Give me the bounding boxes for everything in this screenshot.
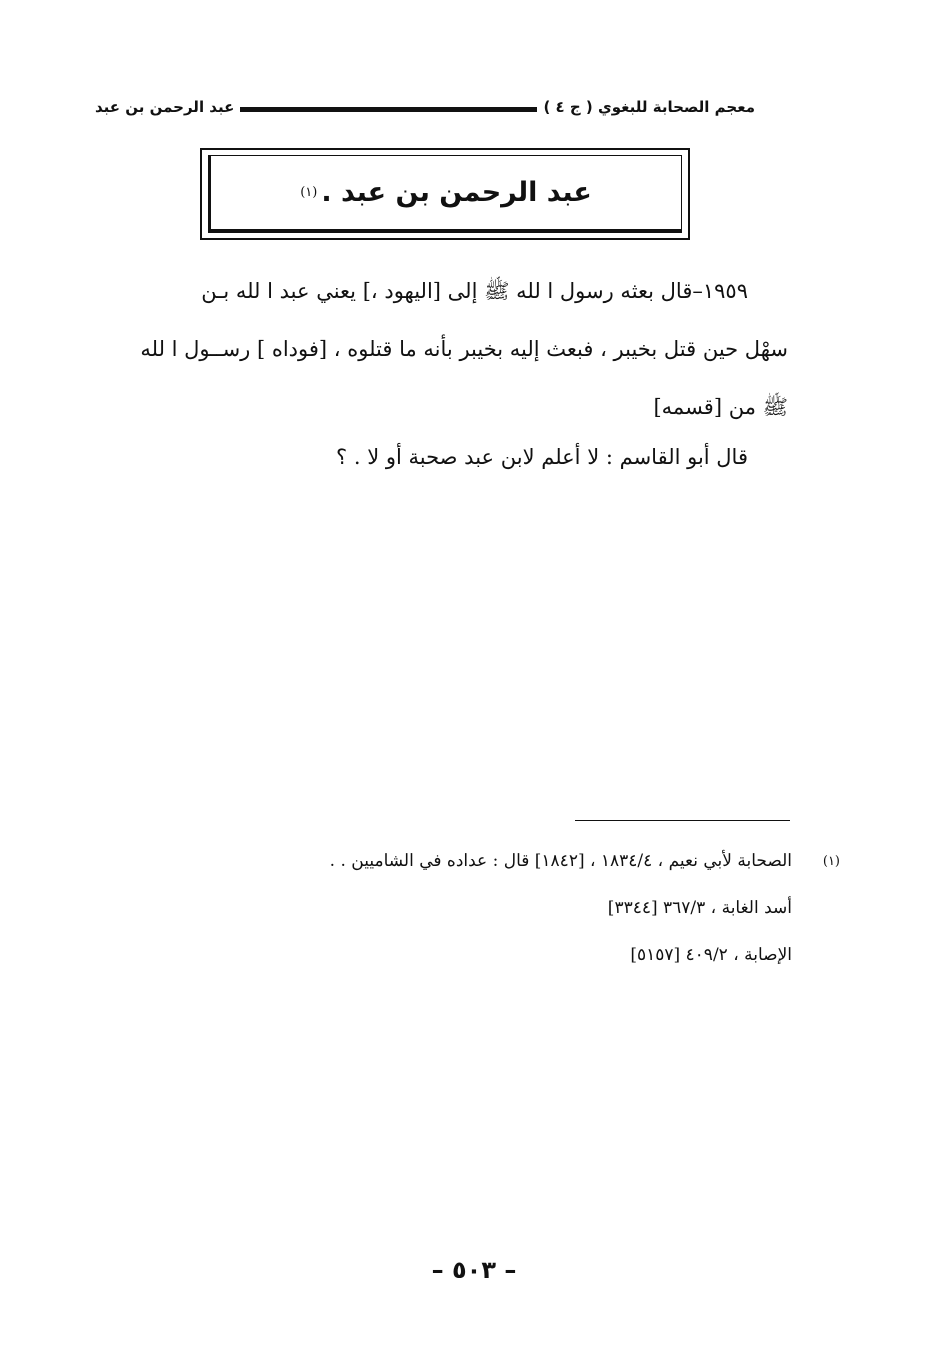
hadith-line-1: –قال بعثه رسول ا لله ﷺ إلى [اليهود ،] يعني عبد ا لله بـن [201, 279, 703, 303]
page-number: – ٥٠٣ – [431, 1256, 517, 1284]
hadith-paragraph [98, 262, 788, 320]
hadith-line-3: ﷺ من [قسمه] [653, 395, 788, 419]
hadith-number: ١٩٥٩ [702, 279, 748, 303]
book-title: معجم الصحابة للبغوي ( ج ٤ ) [543, 98, 755, 116]
entry-title-frame [208, 155, 682, 233]
entry-footnote-ref: (١) [300, 185, 318, 200]
footnote-1 [200, 838, 840, 885]
footnote-1-line-2: أسد الغابة ، ٣٦٧/٣ [٣٣٤٤] [607, 898, 792, 918]
footnote-separator [575, 820, 790, 821]
author-comment: قال أبو القاسم : لا أعلم لابن عبد صحبة أو لا . ؟ [336, 445, 748, 469]
footnote-marker: (١) [822, 854, 840, 869]
body-text [98, 262, 788, 486]
footnote-1-line-1: الصحابة لأبي نعيم ، ١٨٣٤/٤ ، [١٨٤٢] قال : عداده في الشاميين . . [329, 851, 792, 871]
section-title: عبد الرحمن بن عبد [95, 98, 235, 116]
footnotes [200, 838, 840, 979]
header-rule [240, 107, 537, 112]
entry-title: عبد الرحمن بن عبد . [321, 177, 592, 208]
hadith-line-2: سهْل حين قتل بخيبر ، فبعث إليه بخيبر بأنه ما قتلوه ، [فوداه ] رســول ا لله [140, 337, 788, 361]
entry-title-box [200, 148, 690, 240]
footnote-1-line-3: الإصابة ، ٤٠٩/٢ [٥١٥٧] [630, 945, 792, 965]
running-header [95, 92, 755, 122]
